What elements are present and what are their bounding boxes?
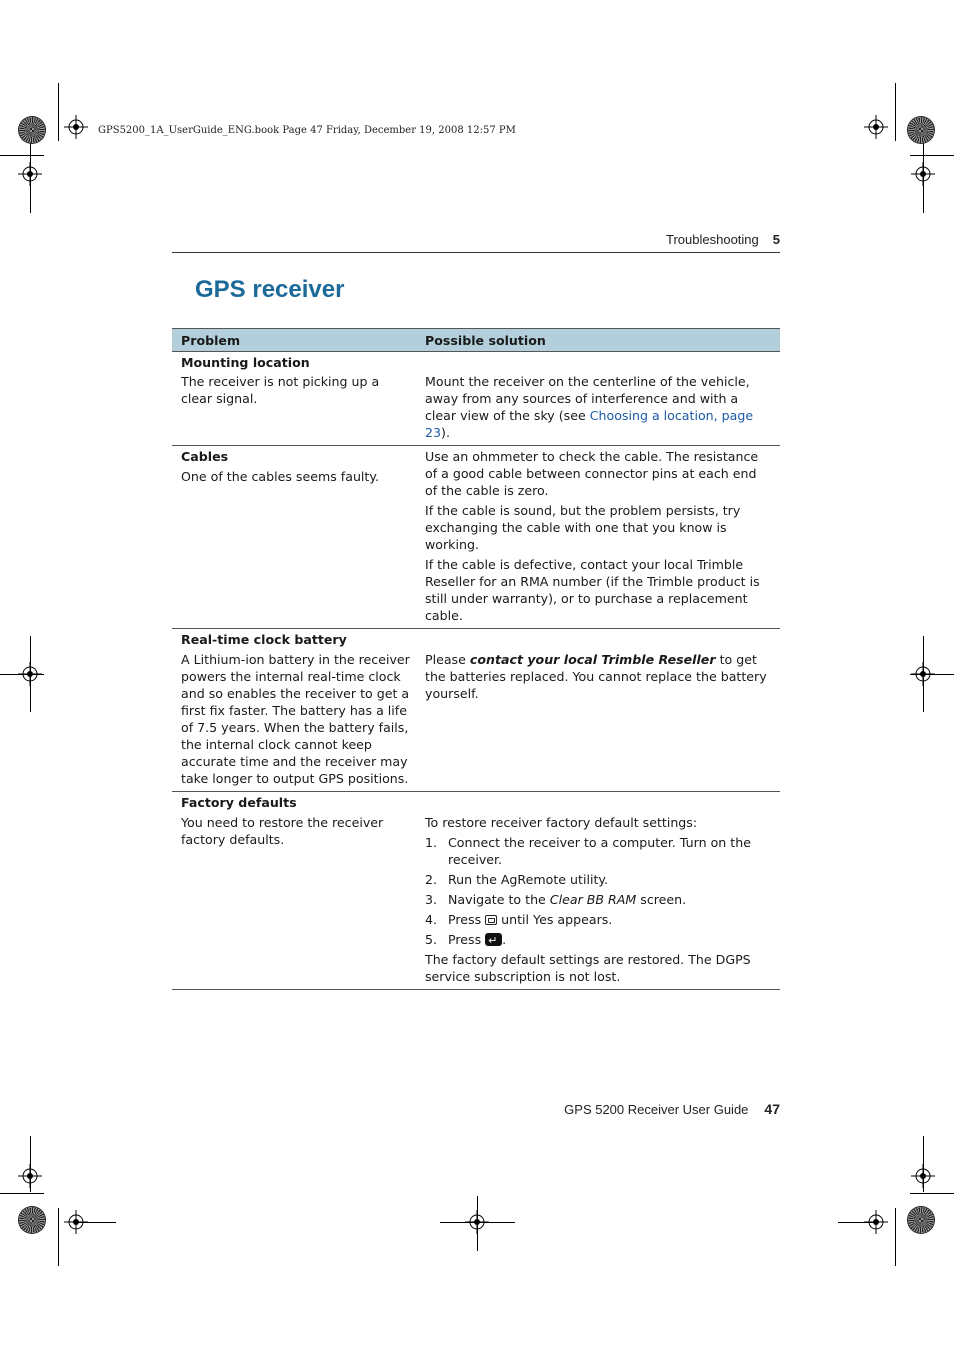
column-header-solution: Possible solution [425,332,546,348]
header-rule [172,252,780,253]
running-head-section: Troubleshooting [666,232,759,247]
row-title: Cables [181,449,229,464]
table-header [172,328,780,352]
footer-guide-title: GPS 5200 Receiver User Guide [564,1102,749,1117]
troubleshooting-table [172,328,780,990]
enter-key-icon [485,933,502,946]
problem-text: The receiver is not picking up a clear signal. [181,374,380,406]
table-row [172,446,780,629]
color-target-bottom-right [908,1207,934,1233]
print-slug: GPS5200_1A_UserGuide_ENG.book Page 47 Friday, December 19, 2008 12:57 PM [98,125,516,136]
list-item: 2. Run the AgRemote utility. [425,872,609,887]
row-title: Factory defaults [181,795,297,810]
table-row [172,629,780,792]
solution-text: Please contact your local Trimble Reseller to get the batteries replaced. You cannot replace the battery yourself. [425,652,767,701]
table-row [172,792,780,990]
solution-outro: The factory default settings are restored. The DGPS service subscription is not lost. [425,952,751,984]
list-item: 3. Navigate to the Clear BB RAM screen. [425,892,687,907]
color-target-top-right [908,117,934,143]
page-number: 47 [764,1101,780,1117]
running-head-chapter: 5 [772,232,780,247]
problem-text: A Lithium-ion battery in the receiver powers the internal real-time clock and so enables the receiver to get a first fix faster. The battery has a life of 7.5 years. When the battery fails, the internal clock cannot keep accurate time and the receiver may take longer to output GPS positions. [181,652,410,786]
solution-text: If the cable is defective, contact your local Trimble Reseller for an RMA number (if the Trimble product is still under warranty), or to purchase a replacement cable. [425,557,760,623]
row-title: Mounting location [181,355,310,370]
cross-reference-link[interactable]: Choosing a location, page 23 [425,408,754,440]
color-target-bottom-left [19,1207,45,1233]
list-item: 5. Press ↵. [425,931,770,948]
steps-list [425,834,770,948]
page-title: GPS receiver [195,276,345,303]
column-header-problem: Problem [181,332,241,348]
page-footer [564,1101,780,1117]
problem-text: You need to restore the receiver factory defaults. [181,815,384,847]
solution-text: Use an ohmmeter to check the cable. The resistance of a good cable between connector pins at each end of the cable is zero. [425,449,759,498]
solution-text: If the cable is sound, but the problem persists, try exchanging the cable with one that you know is working. [425,503,741,552]
row-title: Real-time clock battery [181,632,347,647]
table-row [172,352,780,446]
solution-intro: To restore receiver factory default settings: [425,815,698,830]
list-item: 4. Press until Yes appears. [425,912,613,927]
list-item: 1. Connect the receiver to a computer. Turn on the receiver. [425,835,751,867]
color-target-top-left [19,117,45,143]
running-head [666,232,780,247]
solution-text: Mount the receiver on the centerline of the vehicle, away from any sources of interference and with a clear view of the sky (see Choosing a location, page 23). [425,374,754,440]
problem-text: One of the cables seems faulty. [181,469,380,484]
menu-key-icon [485,915,497,925]
